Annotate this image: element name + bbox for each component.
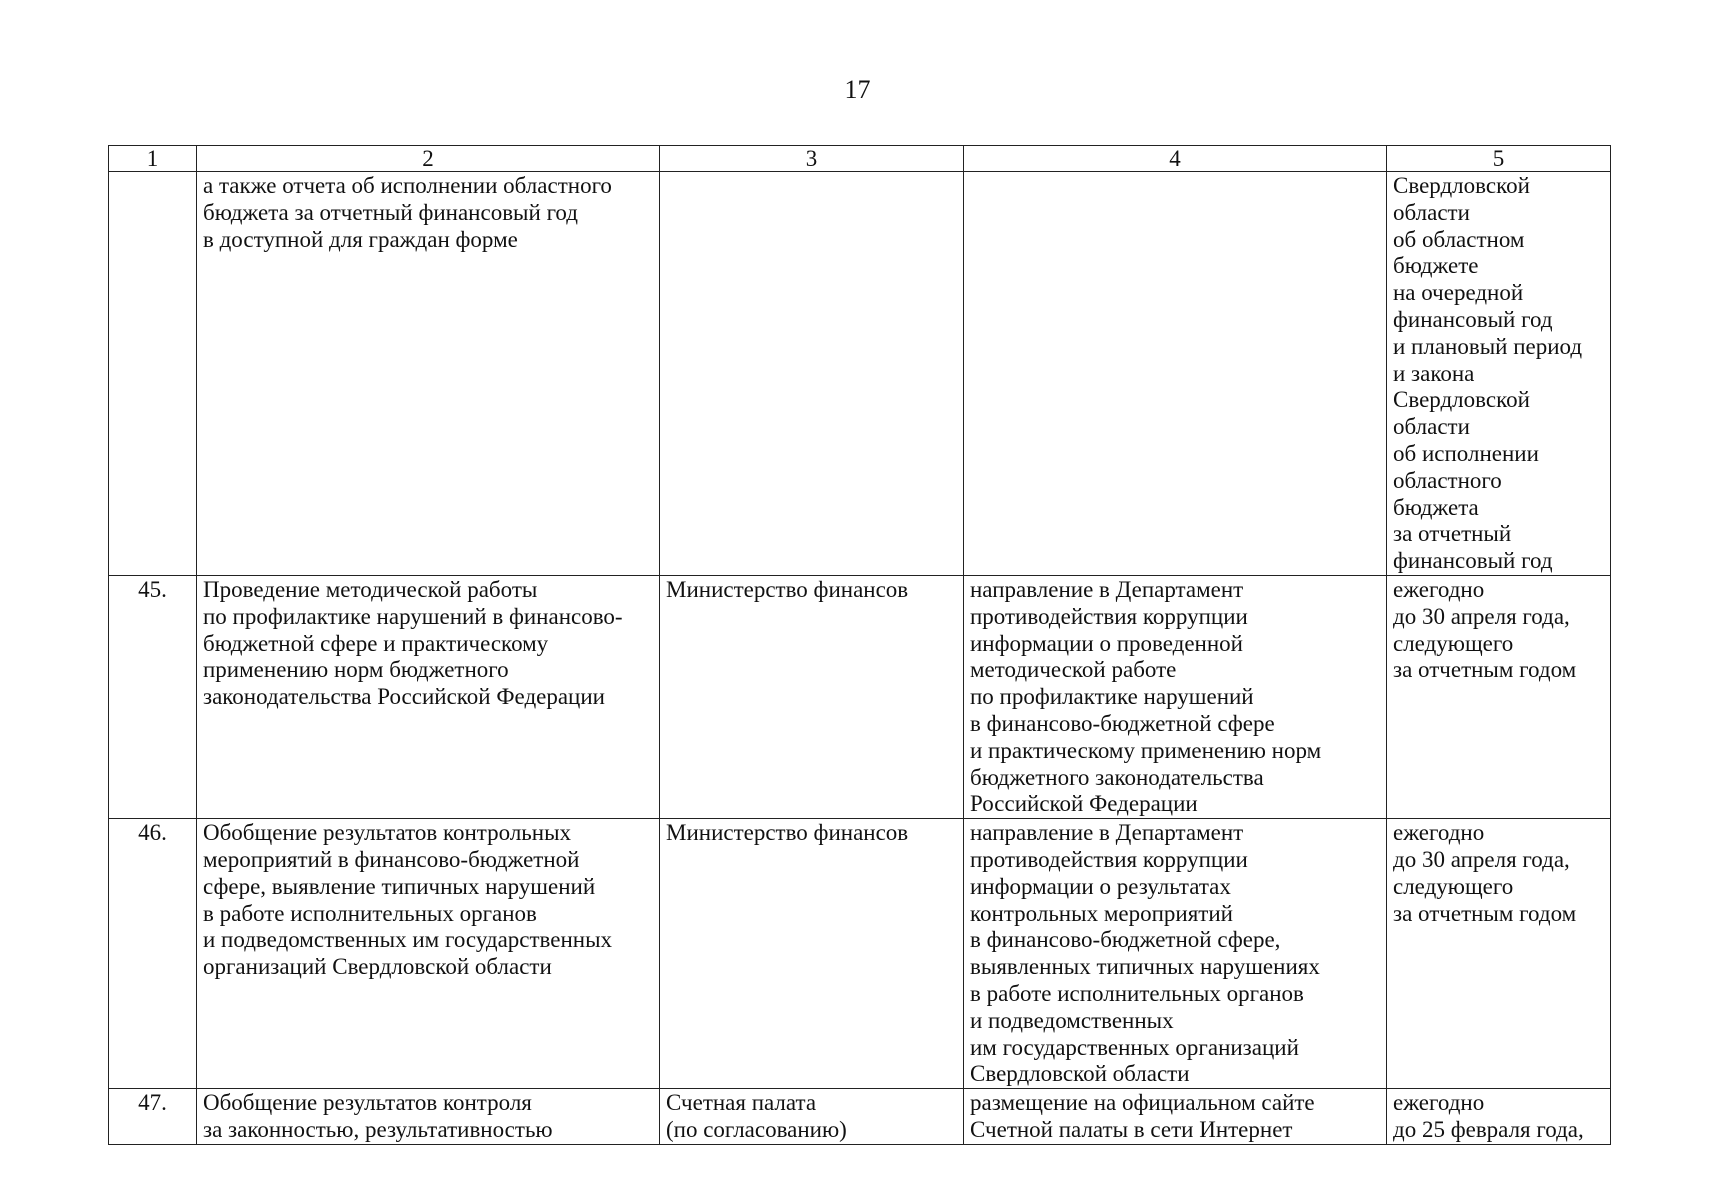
row-number-cell: 46. <box>109 819 197 1089</box>
activity-cell: Проведение методической работы по профилактике нарушений в финансово- бюджетной сфере и практическому применению норм бюджетного законодательства Российской Федерации <box>197 575 660 818</box>
table-row <box>109 575 1611 818</box>
page-number: 17 <box>844 75 871 104</box>
column-number-header: 2 <box>197 146 660 172</box>
deadline-cell: ежегодно до 25 февраля года, <box>1387 1089 1611 1145</box>
table-row <box>109 172 1611 576</box>
table-row <box>109 1089 1611 1145</box>
column-number-header: 5 <box>1387 146 1611 172</box>
deadline-cell: Свердловской области об областном бюджете на очередной финансовый год и плановый период и закона Свердловской области об исполнении областного бюджета за отчетный финансовый год <box>1387 172 1611 576</box>
executor-cell: Министерство финансов <box>660 819 964 1089</box>
activity-cell: Обобщение результатов контрольных мероприятий в финансово-бюджетной сфере, выявление типичных нарушений в работе исполнительных органов и подведомственных им государственных организаций Свердловской области <box>197 819 660 1089</box>
row-number-cell <box>109 172 197 576</box>
column-number-row <box>109 146 1611 172</box>
result-cell: направление в Департамент противодействия коррупции информации о проведенной методической работе по профилактике нарушений в финансово-бюджетной сфере и практическому применению норм бюджетного законодательства Российской Федерации <box>964 575 1387 818</box>
activity-cell: а также отчета об исполнении областного бюджета за отчетный финансовый год в доступной для граждан форме <box>197 172 660 576</box>
result-cell: размещение на официальном сайте Счетной палаты в сети Интернет <box>964 1089 1387 1145</box>
row-number-cell: 47. <box>109 1089 197 1145</box>
executor-cell <box>660 172 964 576</box>
result-cell: направление в Департамент противодействия коррупции информации о результатах контрольных мероприятий в финансово-бюджетной сфере, выявленных типичных нарушениях в работе исполнительных органов и подведомственных им государственных организаций Свердловской области <box>964 819 1387 1089</box>
executor-cell: Счетная палата (по согласованию) <box>660 1089 964 1145</box>
column-number-header: 4 <box>964 146 1387 172</box>
table-row <box>109 819 1611 1089</box>
measures-table <box>108 145 1611 1145</box>
column-number-header: 1 <box>109 146 197 172</box>
activity-cell: Обобщение результатов контроля за законностью, результативностью <box>197 1089 660 1145</box>
executor-cell: Министерство финансов <box>660 575 964 818</box>
result-cell <box>964 172 1387 576</box>
deadline-cell: ежегодно до 30 апреля года, следующего за отчетным годом <box>1387 819 1611 1089</box>
column-number-header: 3 <box>660 146 964 172</box>
deadline-cell: ежегодно до 30 апреля года, следующего за отчетным годом <box>1387 575 1611 818</box>
row-number-cell: 45. <box>109 575 197 818</box>
